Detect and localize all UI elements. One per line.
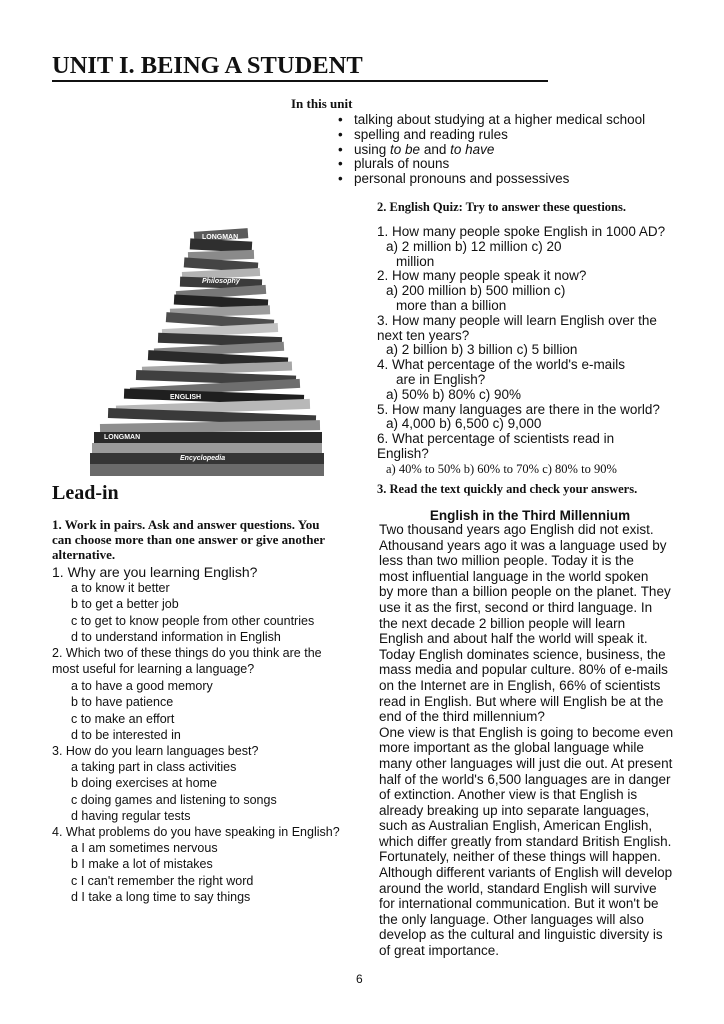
- unit-topic-text: using: [354, 141, 391, 157]
- article-line: Fortunately, neither of these things will happen.: [379, 849, 661, 865]
- answer-list: [71, 759, 277, 824]
- answer-option: b I make a lot of mistakes: [71, 857, 213, 872]
- answer-option: b doing exercises at home: [71, 776, 217, 791]
- book-spine-label: Encyclopedia: [180, 455, 226, 462]
- quiz-options: more than a billion: [396, 297, 507, 313]
- answer-option: c to make an effort: [71, 711, 175, 726]
- article-line: which differ greatly from standard British English.: [379, 833, 672, 849]
- quiz-question: 2. How many people speak it now?: [377, 268, 587, 284]
- quiz-heading: 2. English Quiz: Try to answer these questions.: [377, 200, 626, 214]
- article-line: most influential language in the world spoken: [379, 568, 649, 584]
- books-stack-illustration: [90, 228, 324, 478]
- answer-option: a to know it better: [71, 581, 170, 595]
- quiz-question: 6. What percentage of scientists read in English?: [377, 431, 615, 461]
- answer-list: [71, 840, 253, 905]
- book-spine-label: Philosophy: [202, 278, 240, 285]
- article-line: Although different variants of English will develop: [379, 865, 673, 881]
- article-line: the only language. Other languages will also: [379, 911, 644, 927]
- lead-in-question: 2. Which two of these things do you think are the most useful for learning a language?: [52, 646, 322, 677]
- article-line: of great importance.: [379, 943, 500, 959]
- pair-work-instructions: 1. Work in pairs. Ask and answer questions. You can choose more than one answer or give another alternative.: [52, 517, 325, 562]
- answer-option: a taking part in class activities: [71, 760, 237, 774]
- article-line: end of the third millennium?: [379, 709, 545, 725]
- quiz-options: a) 200 million b) 500 million c): [386, 283, 566, 299]
- reading-task-heading: 3. Read the text quickly and check your answers.: [377, 482, 638, 496]
- unit-topic-text: and: [420, 141, 451, 157]
- article-line: Two thousand years ago English did not exist.: [379, 522, 654, 537]
- unit-topic-item: • talking about studying at a higher medical school: [336, 113, 645, 128]
- article-line: half of the world's 6,500 languages are in danger: [379, 771, 671, 787]
- quiz-options: a) 4,000 b) 6,500 c) 9,000: [386, 416, 542, 432]
- unit-topic-item: • spelling and reading rules: [336, 128, 645, 143]
- article-body: [379, 522, 679, 959]
- book-spine-label: LONGMAN: [104, 434, 141, 441]
- article-line: already breaking up into separate languages,: [379, 802, 650, 818]
- answer-option: a to have a good memory: [71, 679, 213, 693]
- answer-option: c to get to know people from other countries: [71, 613, 315, 628]
- answer-list: [71, 678, 213, 743]
- lead-in-question: 3. How do you learn languages best?: [52, 744, 259, 758]
- book-spine-label: LONGMAN: [202, 234, 239, 241]
- answer-option: b to have patience: [71, 695, 174, 710]
- quiz-options: a) 2 billion b) 3 billion c) 5 billion: [386, 342, 578, 358]
- answer-option: c I can't remember the right word: [71, 873, 254, 888]
- quiz-question: 5. How many languages are there in the world?: [377, 401, 660, 417]
- answer-list: [71, 580, 314, 645]
- article-title: English in the Third Millennium: [429, 508, 631, 523]
- article-line: mass media and popular culture. 80% of e-mails: [379, 662, 668, 678]
- quiz-options: a) 40% to 50% b) 60% to 70% c) 80% to 90%: [386, 461, 617, 476]
- article-line: many other languages will just die out. At present: [379, 755, 673, 771]
- article-line: less than two million people. Today it is the: [379, 553, 634, 569]
- answer-option: c doing games and listening to songs: [71, 792, 277, 807]
- article-line: for international communication. But it won't be: [379, 896, 659, 912]
- answer-option: d to be interested in: [71, 727, 181, 742]
- quiz-question: 3. How many people will learn English over the: [377, 312, 657, 328]
- article-line: such as Australian English, American English,: [379, 818, 653, 834]
- article-line: Today English dominates science, business, the: [379, 646, 666, 662]
- quiz-options: a) 50% b) 80% c) 90%: [386, 386, 522, 402]
- answer-option: d to understand information in English: [71, 629, 281, 644]
- unit-topic-term: to be: [390, 141, 421, 157]
- article-line: on the Internet are in English, 66% of scientists: [379, 677, 661, 693]
- quiz-options: million: [396, 253, 435, 269]
- answer-option: d I take a long time to say things: [71, 889, 251, 904]
- article-line: around the world, standard English will survive: [379, 880, 657, 896]
- quiz-question: are in English?: [396, 371, 486, 387]
- quiz-question: 4. What percentage of the world's e-mails: [377, 357, 625, 373]
- article-line: by more than a billion people on the planet. They: [379, 584, 671, 600]
- lead-in-question: 4. What problems do you have speaking in English?: [52, 825, 340, 839]
- lead-in-question: 1. Why are you learning English?: [52, 564, 258, 580]
- article-line: One view is that English is going to become even: [379, 724, 674, 740]
- article-line: English and about half the world will speak it.: [379, 631, 648, 647]
- article-line: use it as the first, second or third language. In: [379, 599, 653, 615]
- unit-title: UNIT I. BEING A STUDENT: [52, 52, 548, 82]
- unit-topics-list: [336, 113, 645, 187]
- article-line: develop as the cultural and linguistic diversity is: [379, 927, 663, 943]
- unit-topic-term: to have: [450, 141, 495, 157]
- quiz-question: next ten years?: [377, 327, 470, 343]
- answer-option: d having regular tests: [71, 808, 191, 823]
- article-line: the next decade 2 billion people will learn: [379, 615, 626, 631]
- quiz-question: 1. How many people spoke English in 1000 AD?: [377, 224, 666, 239]
- lead-in-heading: Lead-in: [52, 482, 119, 504]
- book-spine-label: ENGLISH: [170, 394, 202, 401]
- article-line: more important as the global language while: [379, 740, 644, 756]
- quiz-options: a) 2 million b) 12 million c) 20: [386, 238, 562, 254]
- unit-topic-item: [336, 143, 645, 158]
- page-number: 6: [356, 972, 363, 986]
- article-line: Athousand years ago it was a language used by: [379, 537, 667, 553]
- article-line: of extinction. Another view is that English is: [379, 787, 638, 803]
- in-this-unit-heading: In this unit: [291, 96, 353, 111]
- article-line: read in English. But where will English be at the: [379, 693, 664, 709]
- unit-topic-item: • plurals of nouns: [336, 157, 645, 172]
- unit-topic-item: • personal pronouns and possessives: [336, 172, 645, 187]
- answer-option: a I am sometimes nervous: [71, 841, 218, 855]
- answer-option: b to get a better job: [71, 597, 179, 612]
- english-quiz: [377, 225, 667, 477]
